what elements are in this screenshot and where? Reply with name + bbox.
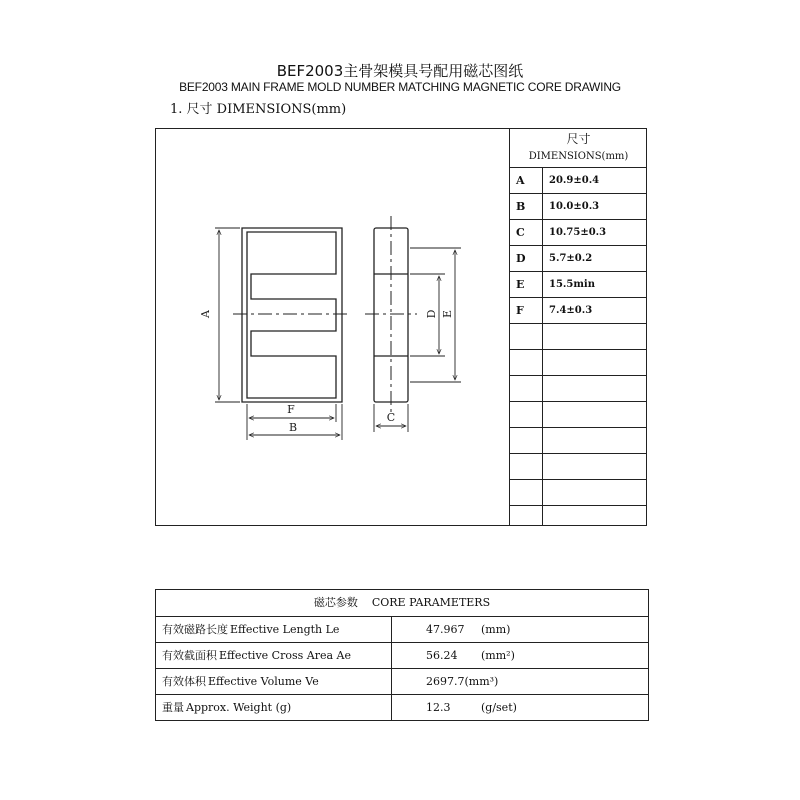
title-english: BEF2003 MAIN FRAME MOLD NUMBER MATCHING MAGNETIC CORE DRAWING [179,80,621,94]
dimension-labels [199,309,454,434]
label-a: A [199,310,212,318]
parameter-label-cn: 有效磁路长度 [162,623,228,636]
label-d: D [425,309,438,319]
label-e: E [441,309,454,319]
dimension-letter [510,428,543,453]
dimension-row-empty [510,324,647,350]
dimension-letter [510,402,543,427]
dimension-row-empty [510,376,647,402]
dimension-letter: F [510,298,543,323]
parameter-value: 12.3 [426,701,451,714]
dimension-row-empty [510,350,647,376]
dimension-value: 5.7±0.2 [549,253,593,264]
parameter-label [156,643,392,668]
dimension-letter: C [510,220,543,245]
parameter-value: 2697.7(mm³) [426,675,499,688]
dimension-row-empty [510,402,647,428]
dimension-row-a [510,168,647,194]
parameter-label-cn: 有效体积 [162,675,206,688]
e-core-outline [242,228,342,402]
parameter-label-en: Effective Length Le [230,623,340,636]
dimensions-header-en: DIMENSIONS(mm) [528,151,629,162]
dimension-letter [510,376,543,401]
parameter-value: 47.967 [426,623,465,636]
dimension-row-e [510,272,647,298]
parameter-row-effective-length [156,617,648,643]
parameter-label [156,669,392,694]
parameter-row-effective-volume [156,669,648,695]
dimension-row-empty [510,454,647,480]
parameter-label-en: Effective Cross Area Ae [219,649,351,662]
dimension-row-empty [510,506,647,526]
title-chinese: BEF2003主骨架模具号配用磁芯图纸 [276,62,524,80]
parameter-row-weight [156,695,648,721]
dimension-letter: B [510,194,543,219]
dimension-letter: A [510,168,543,193]
dimension-lines [215,228,461,440]
dimension-letter [510,506,543,526]
core-parameters-header-en: CORE PARAMETERS [371,596,491,609]
dimension-letter [510,324,543,349]
label-f: F [287,403,295,416]
parameter-label [156,617,392,642]
dimensions-table-header [510,128,647,168]
dimension-row-f [510,298,647,324]
dimension-letter [510,454,543,479]
dimension-letter: D [510,246,543,271]
dimension-row-empty [510,428,647,454]
dimension-value: 20.9±0.4 [549,175,600,186]
parameter-unit: (mm) [481,623,511,636]
dimension-letter [510,350,543,375]
dimensions-table [509,128,647,526]
label-b: B [288,421,298,434]
e-core-front-view [242,228,342,402]
parameter-label-cn: 有效截面积 [162,649,217,662]
section-heading: 1. 尺寸 DIMENSIONS(mm) [170,102,347,117]
parameter-row-effective-cross-area [156,643,648,669]
dimension-letter [510,480,543,505]
parameter-label-cn: 重量 [162,701,184,714]
dimension-value: 7.4±0.3 [549,305,593,316]
core-parameters-header-cn: 磁芯参数 [313,596,358,609]
parameter-label-en: Effective Volume Ve [208,675,319,688]
dimension-row-b [510,194,647,220]
core-parameters-header [156,590,648,617]
dimension-row-empty [510,480,647,506]
dimension-row-d [510,246,647,272]
label-c: C [386,411,396,424]
dimension-value: 10.75±0.3 [549,227,607,238]
parameter-label [156,695,392,721]
parameter-unit: (mm²) [481,649,515,662]
dimension-row-c [510,220,647,246]
dimension-value: 10.0±0.3 [549,201,600,212]
dimensions-header-cn: 尺寸 [566,132,591,146]
e-core-inner-outline [247,232,336,398]
parameter-label-en: Approx. Weight (g) [186,701,292,714]
parameter-unit: (g/set) [481,701,517,714]
dimension-value: 15.5min [549,279,596,290]
dimension-letter: E [510,272,543,297]
center-lines [233,216,417,414]
core-parameters-table [155,589,649,721]
parameter-value: 56.24 [426,649,458,662]
